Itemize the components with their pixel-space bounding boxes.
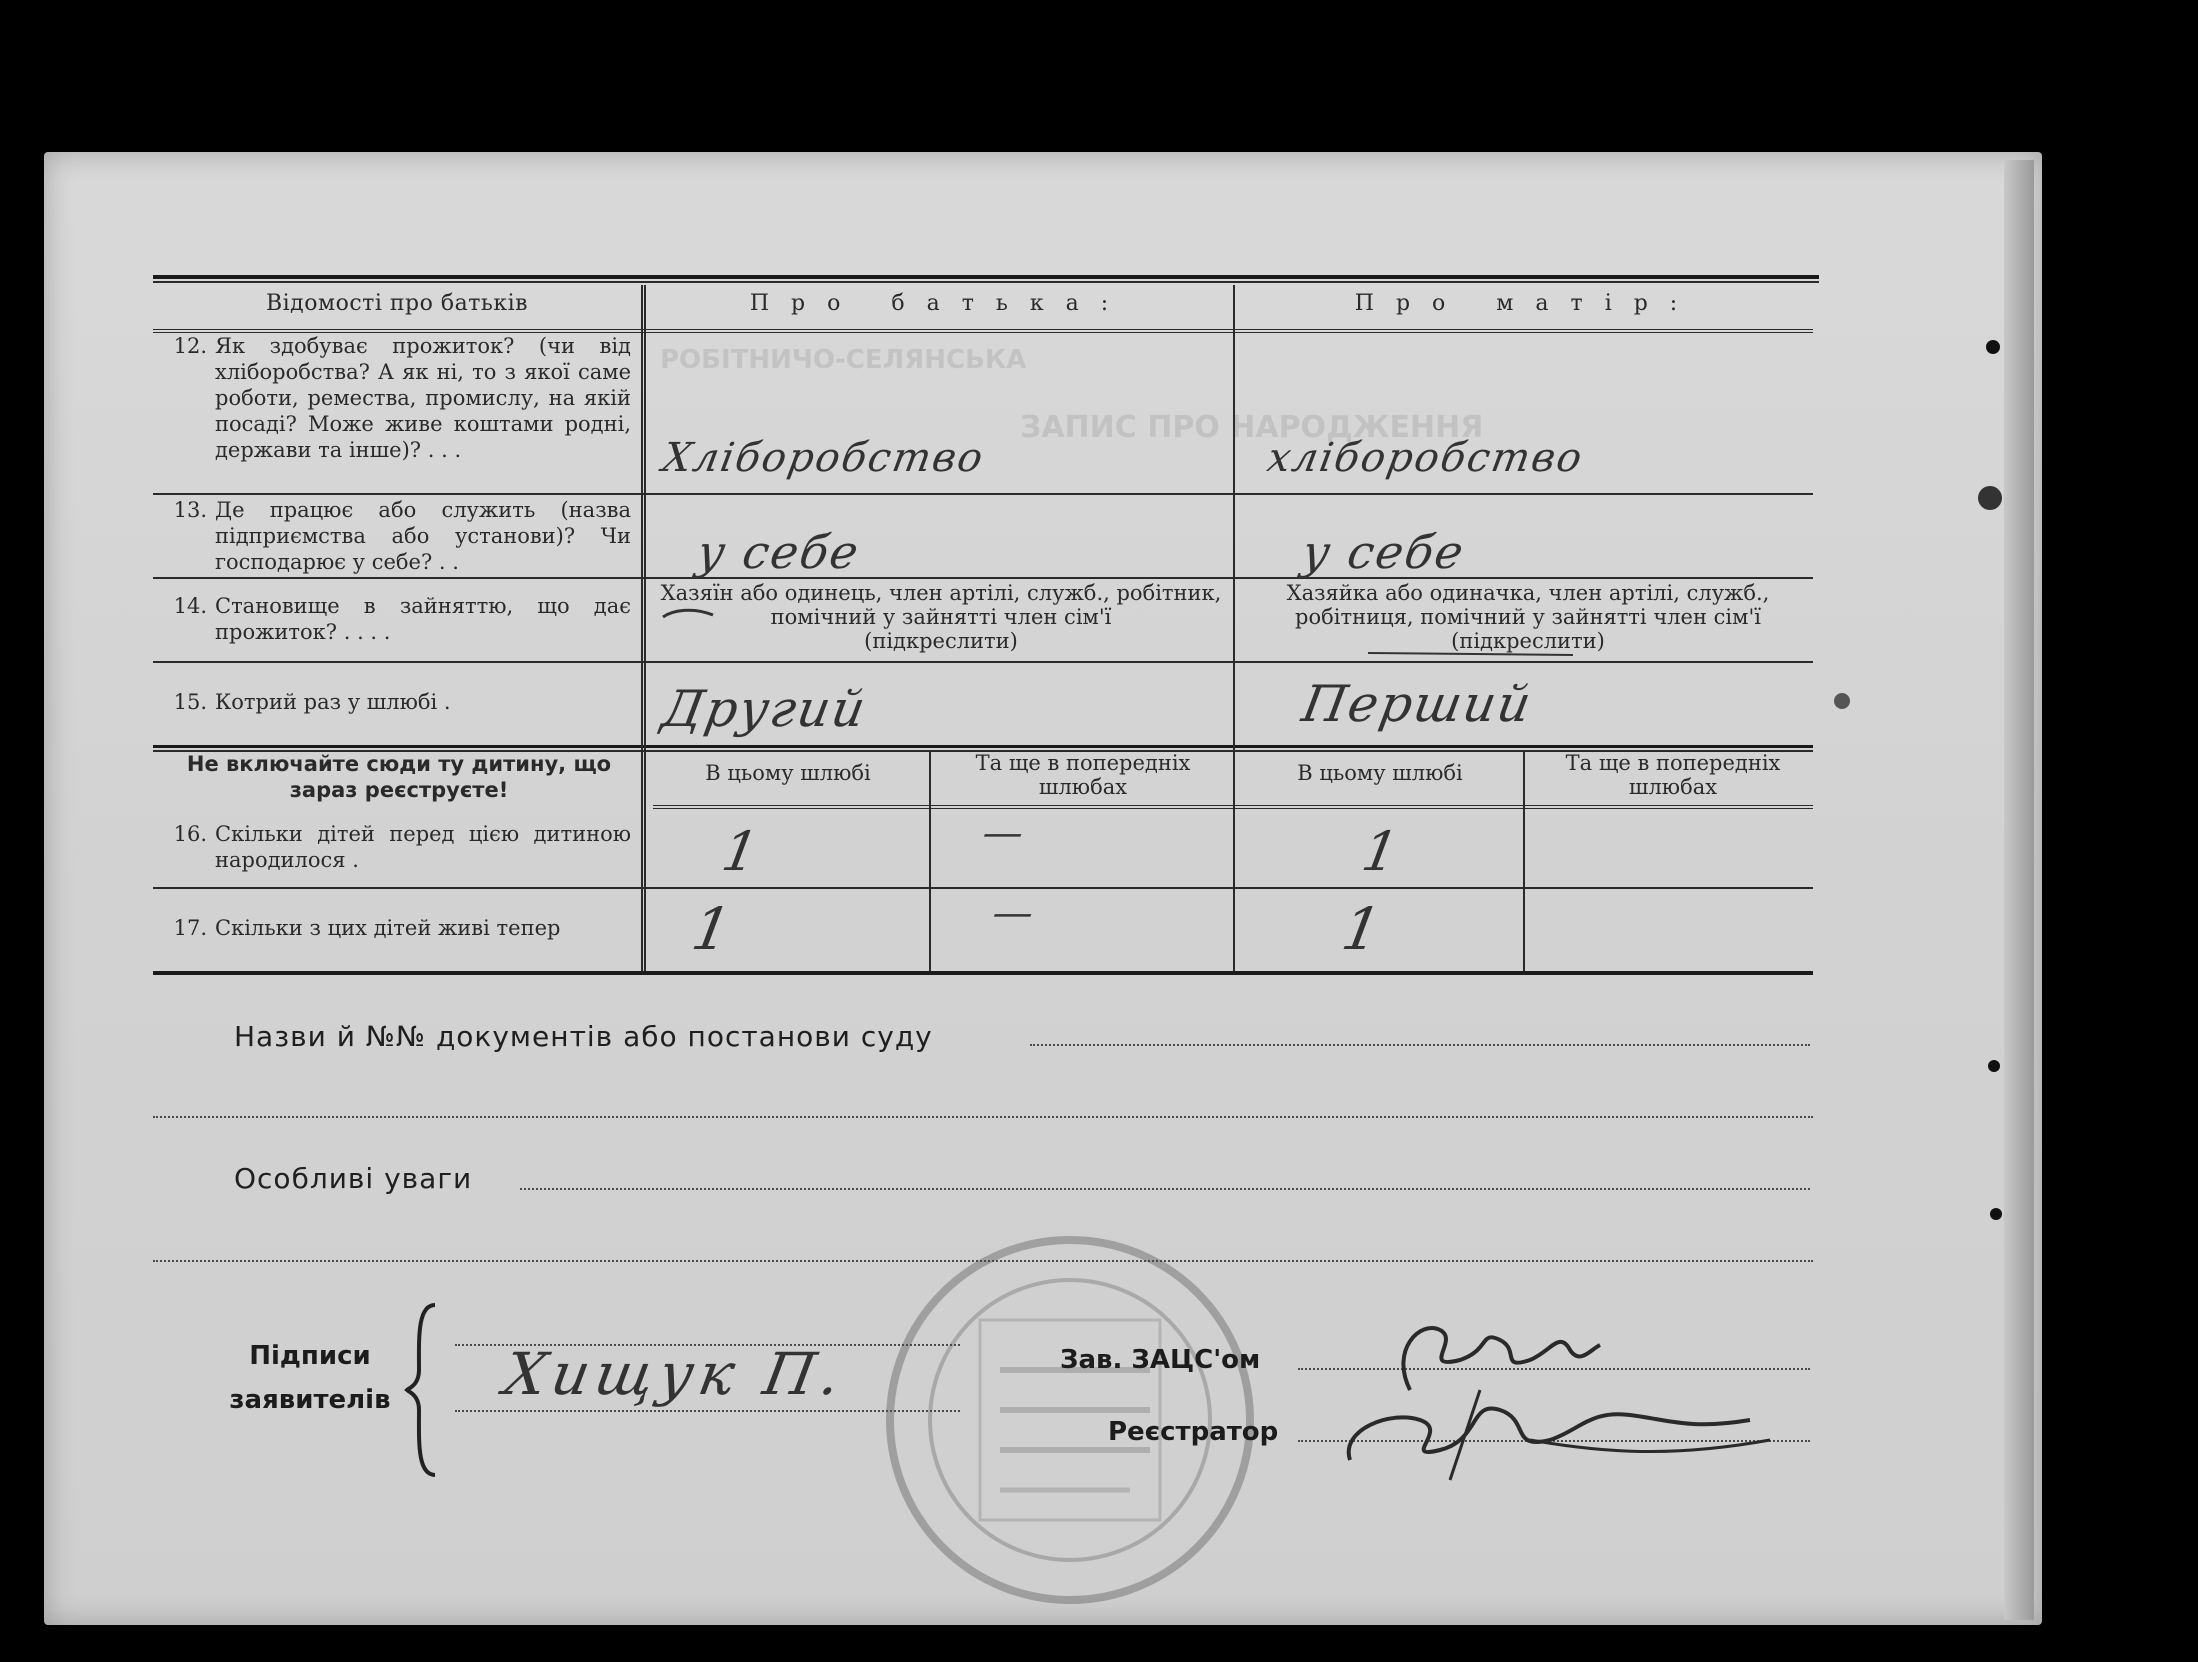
header-father: Про батька: bbox=[749, 291, 1131, 316]
question-number: 17. bbox=[173, 916, 207, 940]
header-parents-info: Відомості про батьків bbox=[265, 291, 529, 316]
father-prev-marriages-header: Та ще в попередніх шлюбах bbox=[975, 751, 1191, 799]
father-children-alive-prev: — bbox=[988, 890, 1040, 936]
applicant-signature-line-2 bbox=[455, 1410, 960, 1412]
header-mother: Про матір: bbox=[1354, 291, 1700, 316]
mother-this-marriage-header: В цьому шлюбі bbox=[1297, 761, 1463, 785]
father-this-marriage-header: В цьому шлюбі bbox=[705, 761, 871, 785]
question-text: Скільки з цих дітей живі тепер bbox=[215, 916, 561, 940]
remarks-line bbox=[520, 1188, 1810, 1190]
question-text: Скільки дітей перед цією дитиною народилося . bbox=[215, 822, 631, 872]
question-number: 12. bbox=[173, 334, 207, 358]
punch-hole bbox=[1986, 340, 2000, 354]
question-number: 15. bbox=[173, 690, 207, 714]
father-children-born-this: 1 bbox=[717, 820, 765, 883]
question-text: Як здобуває прожиток? (чи від хліборобства? А як ні, то з якої саме роботи, ремества, промислу, на якій посаді? Може живе коштами родні, держави та інше)? . . . bbox=[215, 334, 631, 462]
punch-hole bbox=[1988, 1060, 2000, 1072]
question-number: 14. bbox=[173, 594, 207, 618]
bleed-through-text: ЗАПИС ПРО НАРОДЖЕННЯ bbox=[1020, 410, 1484, 445]
punch-hole bbox=[1978, 486, 2002, 510]
question-text: Котрий раз у шлюбі . bbox=[215, 690, 451, 714]
bleed-through-text: РОБІТНИЧО-СЕЛЯНСЬКА bbox=[660, 345, 1027, 375]
applicants-label: Підписи заявителів bbox=[229, 1341, 391, 1415]
options-text: Хазяйка або одиначка, член артілі, служб., робітниця, помічний у зайнятті член сім'ї bbox=[1286, 581, 1770, 629]
official-signatures bbox=[1330, 1290, 1810, 1490]
mother-prev-marriages-header: Та ще в попередніх шлюбах bbox=[1565, 751, 1781, 799]
father-children-alive-this: 1 bbox=[687, 895, 738, 963]
remarks-label: Особливі уваги bbox=[234, 1162, 473, 1195]
documents-line bbox=[1030, 1044, 1810, 1046]
mother-workplace-handwritten: у себе bbox=[1298, 525, 1470, 579]
brace bbox=[405, 1300, 445, 1480]
registrar-label: Реєстратор bbox=[1108, 1417, 1279, 1447]
father-marriage-count-handwritten: Другий bbox=[657, 680, 872, 738]
question-17 bbox=[161, 915, 631, 941]
mother-children-born-this: 1 bbox=[1357, 820, 1405, 883]
question-15 bbox=[161, 689, 631, 715]
mother-livelihood-handwritten: хліборобство bbox=[1263, 435, 1588, 481]
father-livelihood-handwritten: Хліборобство bbox=[658, 435, 989, 481]
head-zags-label: Зав. ЗАЦС'ом bbox=[1060, 1345, 1261, 1375]
documents-line-2 bbox=[153, 1116, 1813, 1118]
punch-hole bbox=[1990, 1208, 2002, 1220]
mother-children-alive-this: 1 bbox=[1337, 895, 1388, 963]
children-note: Не включайте сюди ту дитину, що зараз реєструєте! bbox=[186, 752, 612, 802]
mother-marriage-count-handwritten: Перший bbox=[1297, 675, 1538, 733]
question-text: Становище в зайняттю, що дає прожиток? . . . . bbox=[215, 594, 631, 644]
underline-instruction: (підкреслити) bbox=[1451, 629, 1605, 653]
documents-label: Назви й №№ документів або постанови суду bbox=[234, 1020, 933, 1053]
question-16 bbox=[161, 821, 631, 873]
question-number: 13. bbox=[173, 498, 207, 522]
underline-instruction: (підкреслити) bbox=[864, 629, 1018, 653]
question-number: 16. bbox=[173, 822, 207, 846]
father-children-born-prev: — bbox=[978, 810, 1030, 856]
parents-info-table bbox=[153, 275, 1819, 975]
applicant-signature: Хищук П. bbox=[499, 1340, 852, 1408]
punch-hole bbox=[1834, 693, 1850, 709]
options-text: Хазяїн або одинець, член артілі, служб., робітник, помічний у зайнятті член сім'ї bbox=[660, 581, 1222, 629]
question-text: Де працює або служить (назва підприємства або установи)? Чи господарює у себе? . . bbox=[215, 498, 631, 574]
father-workplace-handwritten: у себе bbox=[693, 525, 865, 579]
sheet-edge bbox=[2004, 160, 2034, 1620]
